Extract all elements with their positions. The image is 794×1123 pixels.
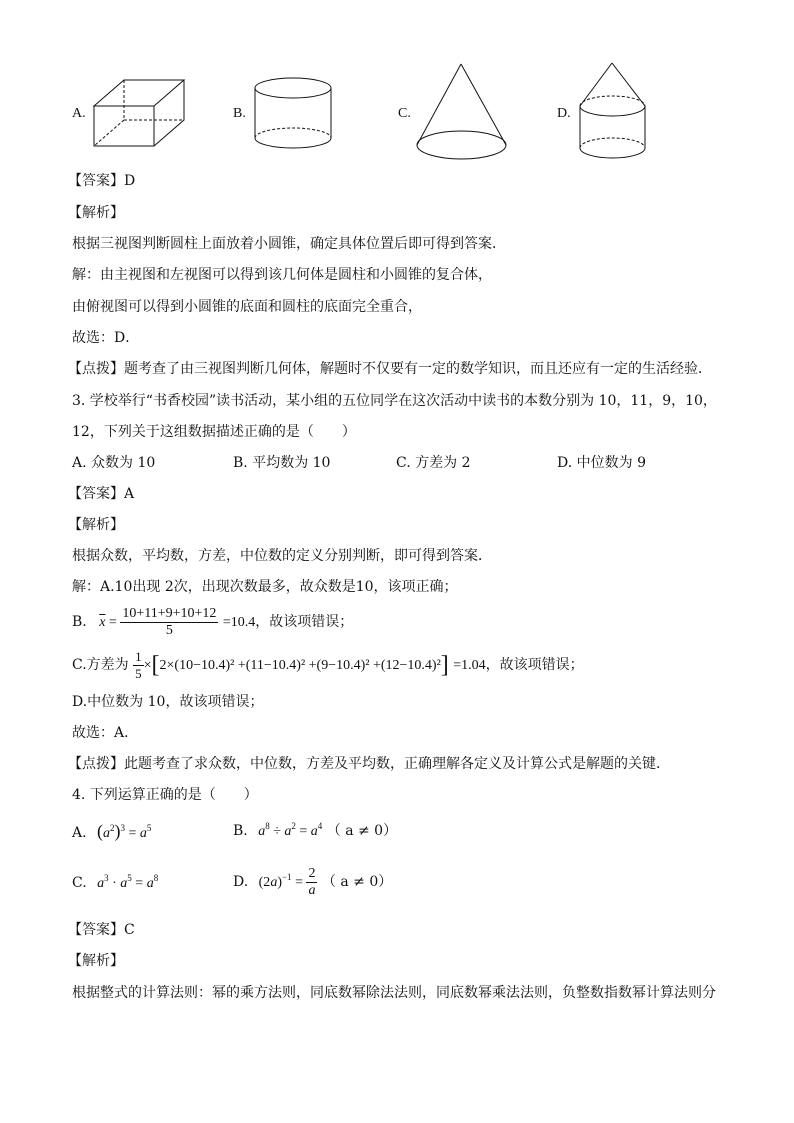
- option-label: C.: [72, 875, 87, 891]
- q3-analysis-line: 根据众数，平均数，方差，中位数的定义分别判断，即可得到答案．: [72, 548, 492, 564]
- q3-stem-line: 3. 学校举行“书香校园”读书活动，某小组的五位同学在这次活动中读书的本数分别为 10，11，9，10，: [72, 393, 717, 409]
- two-over-a-fraction: $\frac{2}{a}$: [308, 865, 316, 898]
- option-label: A.: [72, 825, 87, 841]
- formula-result: =1.04: [453, 658, 486, 673]
- option-c-label: C.: [398, 106, 411, 121]
- q3-comment: 【点拨】此题考查了求众数，中位数，方差及平均数，正确理解各定义及计算公式是解题的关键．: [68, 756, 670, 772]
- q4-option-b: B. $a^8 \div a^2 = a^4$ （ a ≠ 0）: [233, 821, 398, 839]
- q4-analysis-line: 根据整式的计算法则：幂的乘方法则，同底数幂除法法则，同底数幂乘法法则，负整数指数幂计算法则分: [72, 985, 716, 1001]
- q3-stem-line: 12，下列关于这组数据描述正确的是（ ）: [72, 424, 356, 440]
- q2-answer: 【答案】D: [68, 173, 136, 189]
- q4-analysis-title: 【解析】: [68, 953, 124, 969]
- formula-prefix: B.: [72, 614, 87, 630]
- one-fifth-fraction: $\frac{1}{5}$: [135, 648, 142, 681]
- cylinder-with-cone-figure: [578, 62, 648, 160]
- q4-answer: 【答案】C: [68, 922, 135, 938]
- q3-option-b: B. 平均数为 10: [233, 455, 331, 471]
- q4-option-c: C. $a^3 \cdot a^5 = a^8$: [72, 873, 159, 891]
- q3-answer: 【答案】A: [68, 486, 135, 502]
- q3-choice: 故选：A．: [72, 725, 139, 741]
- q3-variance-formula: C.方差为 $\frac{1}{5}$ ×[2×(10−10.4)² +(11−10.4)² +(9−10.4)² +(12−10.4)²] =1.04，故该项错误；: [72, 648, 584, 681]
- fraction-numerator: 10+11+9+10+12: [122, 605, 217, 621]
- q2-analysis-line: 故选：D．: [72, 330, 140, 346]
- q2-analysis-line: 解：由主视图和左视图可以得到该几何体是圆柱和小圆锥的复合体，: [72, 267, 492, 283]
- formula-result: =10.4: [222, 615, 256, 630]
- cuboid-figure: [92, 78, 186, 150]
- variance-expression: 2×(10−10.4)² +(11−10.4)² +(9−10.4)² +(12−10.4)²: [159, 658, 441, 673]
- formula-suffix: ，故该项错误；: [485, 657, 584, 673]
- q2-analysis-title: 【解析】: [68, 205, 124, 221]
- q3-mean-formula: B. $\overline{x}$ = $\frac{10+11+9+10+12}{5}$ =10.4，故该项错误；: [72, 605, 354, 638]
- q3-option-d: D. 中位数为 9: [557, 455, 646, 471]
- option-b-label: B.: [233, 106, 246, 121]
- cone-figure: [415, 63, 509, 161]
- mean-fraction: [120, 606, 218, 639]
- option-label: B.: [233, 823, 248, 839]
- q3-analysis-title: 【解析】: [68, 517, 124, 533]
- q2-analysis-line: 根据三视图判断圆柱上面放着小圆锥，确定具体位置后即可得到答案．: [72, 236, 506, 252]
- q3-option-a: A. 众数为 10: [72, 455, 156, 471]
- q4-stem: 4. 下列运算正确的是（ ）: [72, 787, 258, 803]
- q2-analysis-line: 由俯视图可以得到小圆锥的底面和圆柱的底面完全重合，: [72, 299, 422, 315]
- q3-analysis-line: 解：A.10出现 2次，出现次数最多，故众数是10，该项正确；: [72, 579, 458, 595]
- option-label: D.: [233, 874, 249, 890]
- formula-suffix: ，故该项错误；: [255, 614, 354, 630]
- option-a-label: A.: [72, 106, 86, 121]
- q3-option-c: C. 方差为 2: [396, 455, 471, 471]
- cylinder-figure: [253, 76, 333, 152]
- option-condition: （ a ≠ 0）: [321, 874, 393, 890]
- option-d-label: D.: [557, 106, 571, 121]
- fraction-denominator: 5: [165, 622, 173, 638]
- q4-option-d: D. $(2a)^{-1}$ = $\frac{2}{a}$ （ a ≠ 0）: [233, 865, 393, 898]
- formula-prefix: C.方差为: [72, 657, 129, 673]
- q2-comment: 【点拨】题考查了由三视图判断几何体，解题时不仅要有一定的数学知识，而且还应有一定的生活经验．: [68, 361, 712, 377]
- q4-option-a: A. $(a^2)^3 = a^5$: [72, 821, 152, 841]
- option-condition: （ a ≠ 0）: [326, 823, 398, 839]
- q3-analysis-line: D.中位数为 10，故该项错误；: [72, 694, 264, 710]
